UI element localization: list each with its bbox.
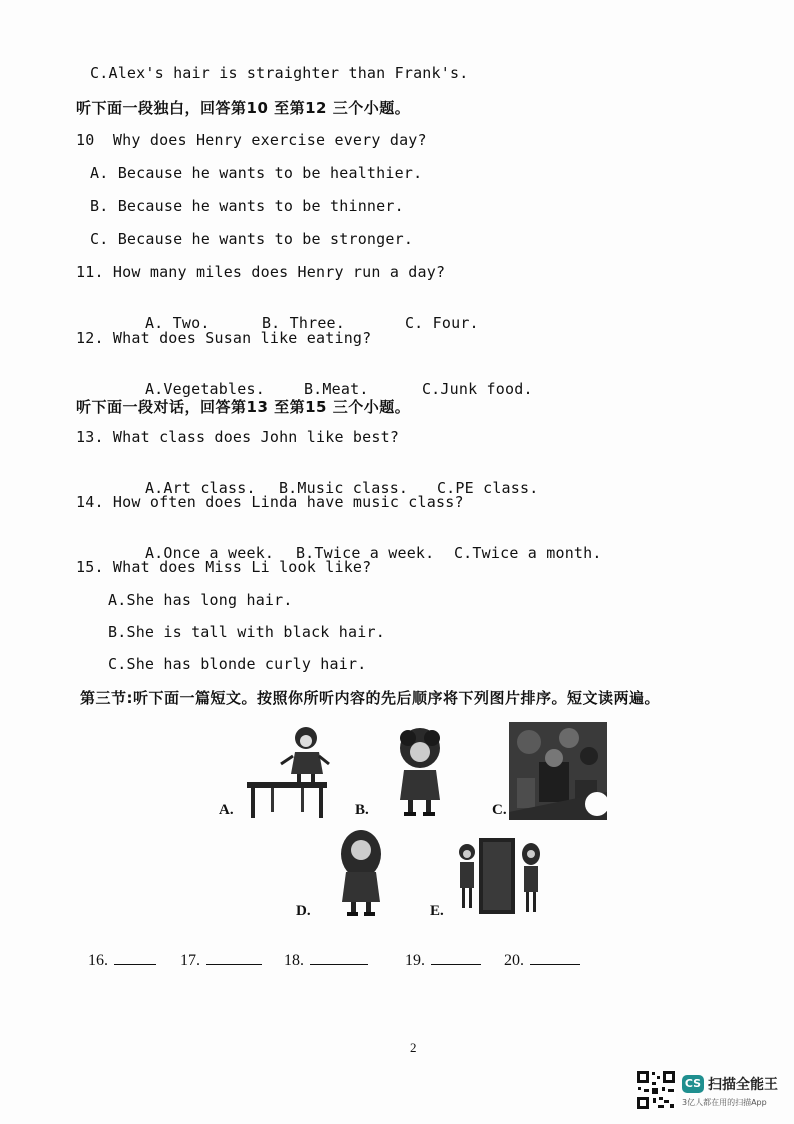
picture-c-label: C.	[492, 802, 507, 818]
q15-option-b: B.She is tall with black hair.	[108, 623, 385, 641]
q9-option-c: C.Alex's hair is straighter than Frank's.	[90, 64, 469, 82]
q13-option-b: B.Music class.	[278, 479, 409, 497]
q14-stem: 14. How often does Linda have music class?	[76, 493, 464, 511]
q14-option-c: C.Twice a month.	[453, 544, 602, 562]
q13-option-a: A.Art class.	[144, 479, 256, 497]
picture-a-girl-on-table	[243, 724, 333, 820]
section-monologue-instruction: 听下面一段独白，回答第10 至第12 三个小题。	[76, 99, 411, 117]
q12-stem: 12. What does Susan like eating?	[76, 329, 372, 347]
q15-option-c: C.She has blonde curly hair.	[108, 655, 367, 673]
picture-a-label: A.	[219, 802, 234, 818]
q10-option-b: B. Because he wants to be thinner.	[90, 197, 404, 215]
blank-number: 18.	[284, 952, 304, 969]
q14-option-b: B.Twice a week.	[295, 544, 435, 562]
q14-option-a: A.Once a week.	[144, 544, 275, 562]
picture-e-label: E.	[430, 903, 444, 919]
qr-code-icon	[636, 1070, 676, 1114]
section3-instruction: 第三节:听下面一篇短文。按照你所听内容的先后顺序将下列图片排序。短文读两遍。	[80, 689, 661, 707]
q12-option-c: C.Junk food.	[421, 380, 533, 398]
blank-number: 20.	[504, 952, 524, 969]
q11-stem: 11. How many miles does Henry run a day?	[76, 263, 446, 281]
blank-number: 17.	[180, 952, 200, 969]
blank-line	[206, 950, 262, 965]
q10-option-c: C. Because he wants to be stronger.	[90, 230, 414, 248]
q15-stem: 15. What does Miss Li look like?	[76, 558, 372, 576]
picture-b-label: B.	[355, 802, 369, 818]
q11-option-a: A. Two.	[144, 314, 210, 332]
answer-blank-17[interactable]	[180, 950, 262, 970]
picture-e-two-girls-door	[455, 836, 547, 918]
blank-number: 19.	[405, 952, 425, 969]
q10-option-a: A. Because he wants to be healthier.	[90, 164, 423, 182]
q12-option-b: B.Meat.	[303, 380, 369, 398]
q13-stem: 13. What class does John like best?	[76, 428, 400, 446]
q12-option-a: A.Vegetables.	[144, 380, 265, 398]
answer-blank-16[interactable]	[88, 950, 156, 970]
q10-stem: 10 Why does Henry exercise every day?	[76, 131, 427, 149]
picture-d-label: D.	[296, 903, 311, 919]
blank-number: 16.	[88, 952, 108, 969]
blank-line	[530, 950, 580, 965]
camscanner-logo-icon: CS	[682, 1075, 704, 1093]
watermark-tagline: 3亿人都在用的扫描App	[682, 1098, 767, 1107]
picture-b-girl-curly-hair	[390, 726, 450, 818]
q11-option-b: B. Three.	[261, 314, 346, 332]
picture-d-girl-long-hair	[336, 828, 386, 918]
watermark-app-name: 扫描全能王	[708, 1077, 778, 1093]
q13-option-c: C.PE class.	[436, 479, 539, 497]
picture-c-photo-scene	[509, 722, 607, 820]
answer-blank-19[interactable]	[405, 950, 481, 970]
q11-option-c: C. Four.	[404, 314, 479, 332]
blank-line	[431, 950, 481, 965]
section-dialog-instruction: 听下面一段对话，回答第13 至第15 三个小题。	[76, 398, 411, 416]
answer-blank-20[interactable]	[504, 950, 580, 970]
answer-blank-18[interactable]	[284, 950, 368, 970]
blank-line	[114, 950, 156, 965]
page-number: 2	[410, 1040, 417, 1055]
q15-option-a: A.She has long hair.	[108, 591, 293, 609]
blank-line	[310, 950, 368, 965]
